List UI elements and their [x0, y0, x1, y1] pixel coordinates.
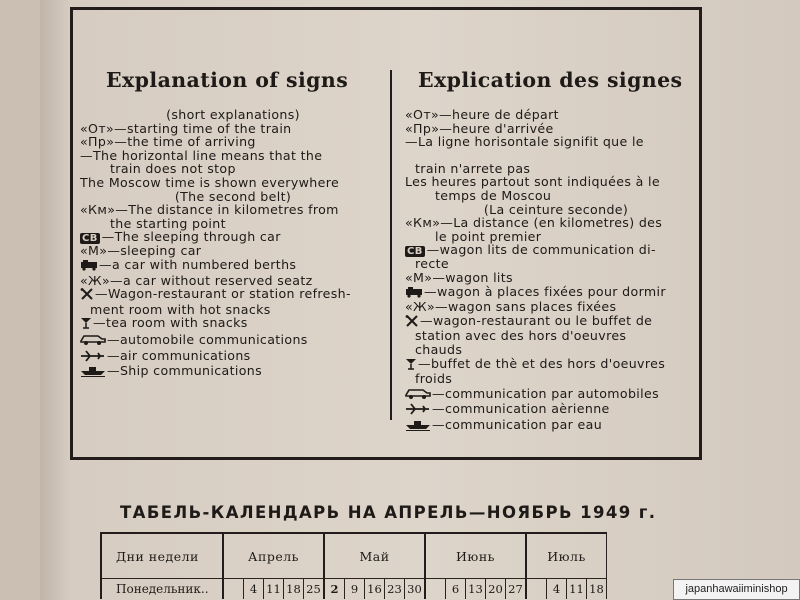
english-line: «Км»—The distance in kilometres from: [80, 202, 339, 218]
day-cell: 11: [264, 579, 284, 600]
calendar-header-row: [101, 533, 607, 579]
table-row: [101, 579, 607, 600]
ship-icon: [80, 365, 106, 380]
english-numbered-text: —a car with numbered berths: [99, 256, 297, 272]
sleeping-car-badge-icon: СВ: [82, 233, 98, 245]
french-line: «Км»—La distance (en kilometres) des: [405, 215, 663, 231]
holiday-number: 2: [330, 582, 339, 596]
day-cell: [425, 579, 446, 600]
crossed-cutlery-icon: [405, 315, 419, 330]
month-header: Июль: [526, 533, 607, 579]
english-line: (The second belt): [174, 188, 292, 204]
day-cell: 27: [506, 579, 527, 600]
english-line: «От»—starting time of the train: [80, 120, 292, 136]
english-line: —The horizontal line means that the: [80, 147, 323, 163]
french-line: Les heures partout sont indiquées à le: [405, 174, 660, 190]
airplane-icon: [405, 403, 431, 418]
english-wagon-text: —Wagon-restaurant or station refresh-: [95, 286, 351, 302]
day-cell: [526, 579, 547, 600]
english-air-text: —air communications: [107, 347, 251, 363]
day-cell: 4: [547, 579, 567, 600]
english-line: «Пр»—the time of arriving: [80, 134, 256, 150]
french-line: froids: [415, 371, 453, 387]
day-cell: 18: [587, 579, 607, 600]
french-line: [405, 418, 707, 434]
french-line: temps de Moscou: [435, 187, 552, 203]
french-buffet-text: —buffet de thè et des hors d'oeuvres: [418, 355, 666, 371]
french-places-text: —wagon à places fixées pour dormir: [424, 283, 666, 299]
column-divider: [390, 70, 392, 420]
day-cell: 20: [486, 579, 506, 600]
english-line: [80, 287, 386, 303]
french-line: [405, 314, 707, 330]
english-line: [80, 349, 386, 365]
french-line: (La ceinture seconde): [483, 201, 629, 217]
english-ship-text: —Ship communications: [107, 363, 263, 379]
english-line: «М»—sleeping car: [80, 243, 202, 259]
day-cell: 18: [284, 579, 304, 600]
day-cell: 25: [304, 579, 325, 600]
french-wagonlits-text: —wagon lits de communication di-: [426, 242, 656, 258]
calendar-title: ТАБЕЛЬ-КАЛЕНДАРЬ НА АПРЕЛЬ—НОЯБРЬ 1949 г.: [120, 503, 657, 522]
day-cell: [223, 579, 244, 600]
automobile-icon: [80, 332, 106, 349]
english-line: [80, 230, 386, 244]
weekday-label: Понедельник..: [101, 579, 223, 600]
french-line: [405, 386, 707, 403]
english-sleeping-text: —The sleeping through car: [101, 229, 281, 245]
english-line: [80, 316, 386, 332]
french-line: —La ligne horisontale signifit que le: [405, 134, 644, 150]
berth-car-icon: [405, 286, 423, 301]
shop-watermark: japanhawaiiminishop: [673, 579, 800, 600]
french-resto-text: —wagon-restaurant ou le buffet de: [420, 312, 653, 328]
calendar-header-label: Дни недели: [101, 533, 223, 579]
french-title: Explication des signes: [418, 68, 683, 92]
french-line: [405, 402, 707, 418]
english-line: [80, 364, 386, 380]
english-column: [80, 66, 386, 380]
day-cell: 9: [345, 579, 365, 600]
day-cell: 4: [244, 579, 264, 600]
english-line: train does not stop: [110, 161, 236, 177]
crossed-cutlery-icon: [80, 288, 94, 303]
french-eau-text: —communication par eau: [432, 416, 603, 432]
french-gap: [405, 149, 707, 162]
french-line: chauds: [415, 341, 463, 357]
english-auto-text: —automobile communications: [107, 331, 308, 347]
month-header: Июнь: [425, 533, 526, 579]
french-line: le point premier: [435, 228, 542, 244]
day-cell-holiday: [324, 579, 345, 600]
english-line: [80, 258, 386, 274]
day-cell: 11: [567, 579, 587, 600]
french-column: [405, 66, 707, 433]
french-line: [405, 243, 707, 257]
month-header: Май: [324, 533, 425, 579]
english-title: Explanation of signs: [106, 68, 349, 92]
french-auto-text: —communication par automobiles: [432, 385, 659, 401]
english-subtitle: (short explanations): [166, 107, 300, 122]
sleeping-car-badge-icon: СВ: [407, 246, 423, 258]
french-line: «Пр»—heure d'arrivée: [405, 120, 554, 136]
day-cell: 16: [365, 579, 385, 600]
english-line: the starting point: [110, 215, 226, 231]
day-cell: 30: [405, 579, 426, 600]
english-line: The Moscow time is shown everywhere: [80, 174, 340, 190]
automobile-icon: [405, 386, 431, 403]
goblet-icon: [405, 358, 417, 373]
month-header: Апрель: [223, 533, 324, 579]
berth-car-icon: [80, 259, 98, 274]
english-line: [80, 332, 386, 349]
french-line: «М»—wagon lits: [405, 269, 513, 285]
english-tea-text: —tea room with snacks: [93, 315, 248, 331]
calendar-table: [100, 532, 607, 599]
day-cell: 6: [446, 579, 466, 600]
ship-icon: [405, 419, 431, 434]
english-line: ment room with hot snacks: [90, 301, 271, 317]
english-line: «Ж»—a car without reserved seatz: [80, 272, 313, 288]
day-cell: 13: [466, 579, 486, 600]
french-line: [405, 285, 707, 301]
french-line: train n'arrete pas: [415, 160, 531, 176]
french-line: [405, 357, 707, 373]
french-line: station avec des hors d'oeuvres: [415, 328, 627, 344]
french-line: «Ж»—wagon sans places fixées: [405, 299, 617, 315]
french-air-text: —communication aèrienne: [432, 401, 610, 417]
french-line: recte: [415, 256, 450, 272]
airplane-icon: [80, 350, 106, 365]
french-line: «От»—heure de départ: [405, 107, 559, 122]
day-cell: 23: [385, 579, 405, 600]
goblet-icon: [80, 317, 92, 332]
